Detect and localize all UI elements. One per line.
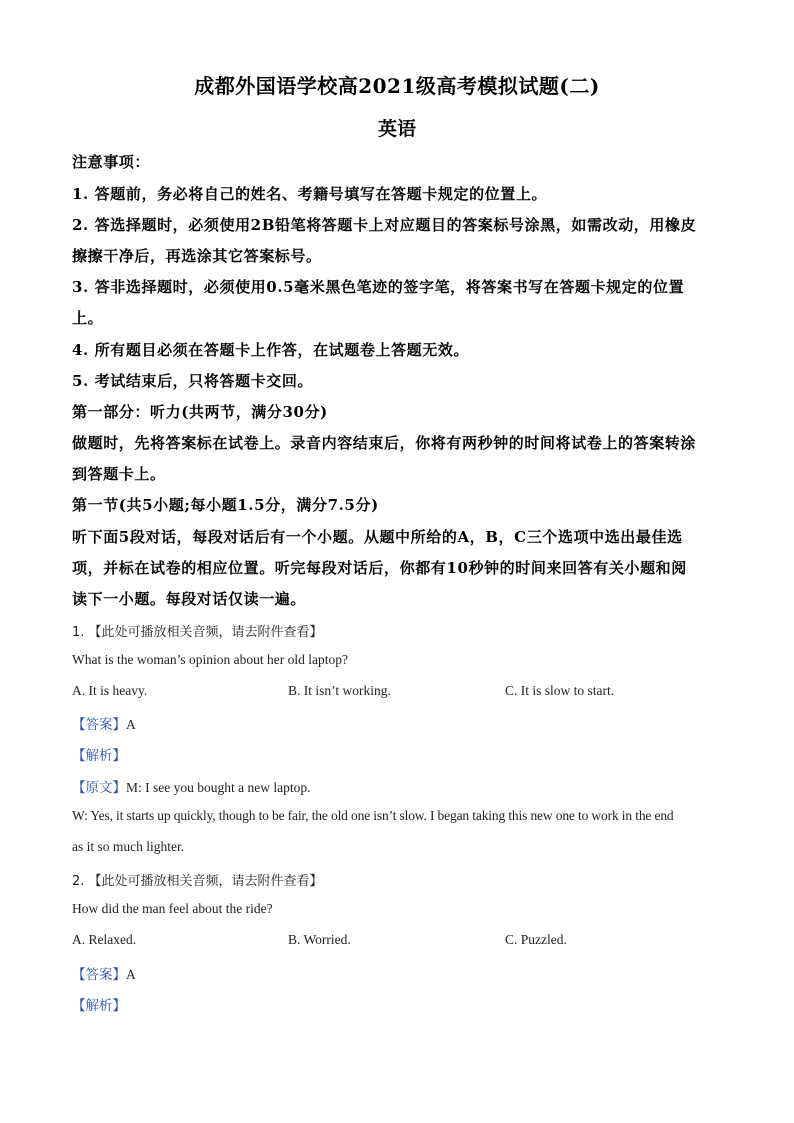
analysis-tag: 【解析】 xyxy=(72,748,126,764)
note-line: 5. 考试结束后，只将答题卡交回。 xyxy=(72,372,314,390)
question-text: How did the man feel about the ride? xyxy=(72,901,273,916)
section1-instruction: 读下一小题。每段对话仅读一遍。 xyxy=(72,590,307,608)
notes-heading: 注意事项： xyxy=(72,153,151,171)
exam-title: 成都外国语学校高2021级高考模拟试题(二) xyxy=(194,74,600,98)
original-text: M: I see you bought a new laptop. xyxy=(126,780,311,795)
part1-instruction: 做题时，先将答案标在试卷上。录音内容结束后，你将有两秒钟的时间将试卷上的答案转涂 xyxy=(72,434,697,452)
option-b: B. Worried. xyxy=(288,932,351,947)
original-text: W: Yes, it starts up quickly, though to be fair, the old one isn’t slow. I began taking this new one to work in the end xyxy=(72,808,674,823)
original-text: as it so much lighter. xyxy=(72,839,185,854)
note-line: 3. 答非选择题时，必须使用0.5毫米黑色笔迹的签字笔，将答案书写在答题卡规定的位置 xyxy=(72,278,685,296)
audio-link[interactable]: 2. 【此处可播放相关音频，请去附件查看】 xyxy=(72,874,323,889)
section1-instruction: 项，并标在试卷的相应位置。听完每段对话后，你都有10秒钟的时间来回答有关小题和阅 xyxy=(72,559,687,577)
option-a: A. It is heavy. xyxy=(72,683,148,698)
option-a: A. Relaxed. xyxy=(72,932,137,947)
audio-link[interactable]: 1. 【此处可播放相关音频，请去附件查看】 xyxy=(72,625,323,640)
answer-line xyxy=(72,963,136,983)
option-b: B. It isn’t working. xyxy=(288,683,391,698)
part1-heading: 第一部分：听力(共两节，满分30分) xyxy=(72,403,328,421)
answer-value: A xyxy=(126,967,136,982)
answer-line xyxy=(72,713,136,733)
section1-heading: 第一节(共5小题;每小题1.5分，满分7.5分) xyxy=(72,496,379,514)
question-text: What is the woman’s opinion about her old laptop? xyxy=(72,652,348,667)
note-line: 2. 答选择题时，必须使用2B铅笔将答题卡上对应题目的答案标号涂黑，如需改动，用橡皮 xyxy=(72,216,697,234)
answer-value: A xyxy=(126,717,136,732)
note-line: 擦擦干净后，再选涂其它答案标号。 xyxy=(72,247,322,265)
section1-instruction: 听下面5段对话，每段对话后有一个小题。从题中所给的A，B，C三个选项中选出最佳选 xyxy=(72,528,683,546)
note-line: 4. 所有题目必须在答题卡上作答，在试题卷上答题无效。 xyxy=(72,341,470,359)
note-line: 上。 xyxy=(72,309,104,327)
note-line: 1. 答题前，务必将自己的姓名、考籍号填写在答题卡规定的位置上。 xyxy=(72,185,548,203)
original-line xyxy=(72,776,310,796)
answer-tag: 【答案】 xyxy=(72,717,126,733)
answer-tag: 【答案】 xyxy=(72,967,126,983)
analysis-tag: 【解析】 xyxy=(72,998,126,1014)
original-tag: 【原文】 xyxy=(72,780,126,796)
option-c: C. It is slow to start. xyxy=(505,683,615,698)
option-c: C. Puzzled. xyxy=(505,932,567,947)
exam-subject: 英语 xyxy=(377,118,416,140)
part1-instruction: 到答题卡上。 xyxy=(72,465,166,483)
